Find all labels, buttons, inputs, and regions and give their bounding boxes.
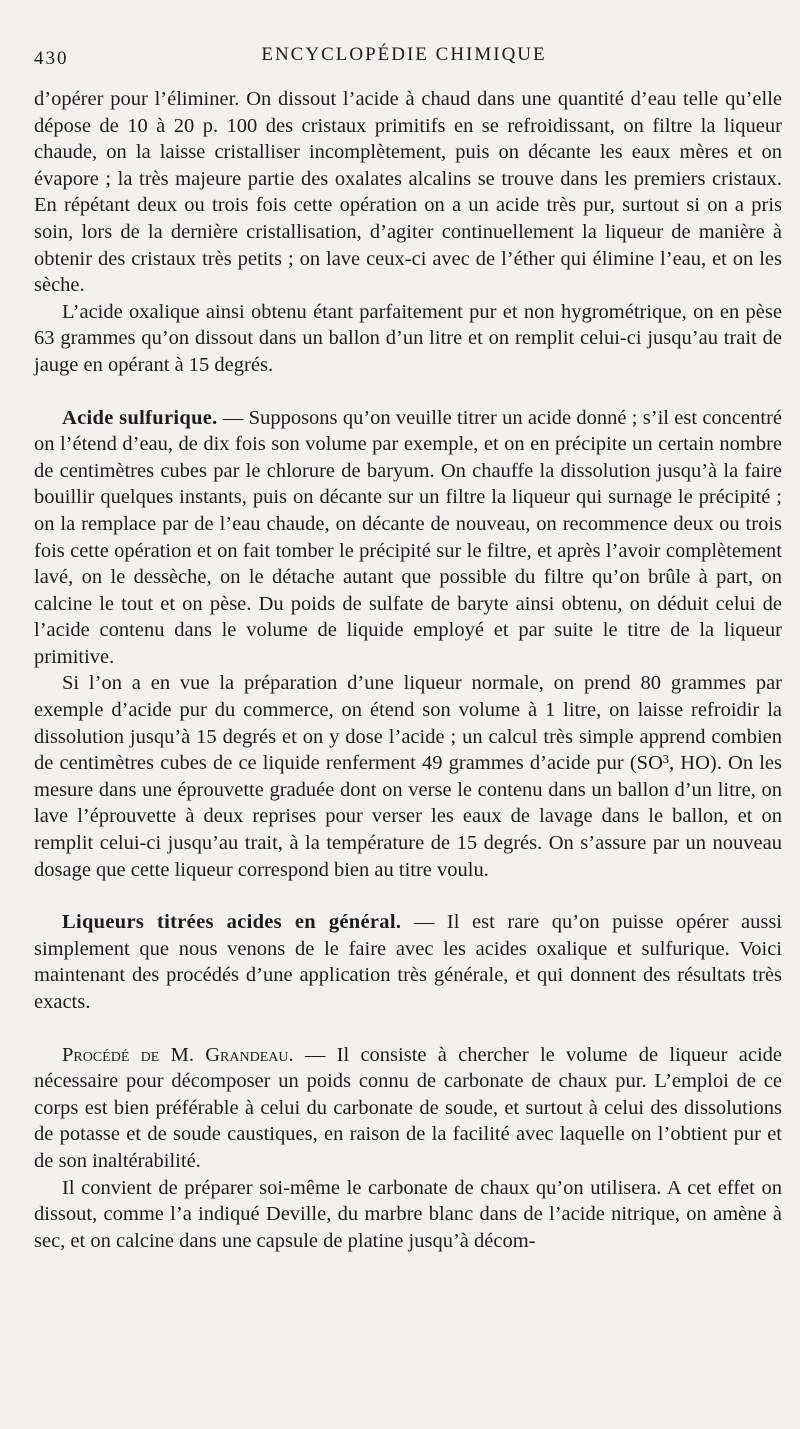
page-header [34, 44, 774, 74]
section-sulfuric-acid [34, 405, 782, 671]
section-title: Liqueurs titrées acides en général. [62, 911, 402, 934]
paragraph: Si l’on a en vue la préparation d’une liqueur normale, on prend 80 grammes par exemple d’acide pur du commerce, on étend son volume à 1 litre, on laisse refroidir la dissolution jusqu’à 15 degrés et on y dose l’acide ; un calcul très simple apprend combien de centimètres cubes de ce liquide renferment 49 grammes d’acide pur (SO³, HO). On les mesure dans une éprouvette graduée dont on verse le contenu dans un ballon d’un litre, on lave l’éprouvette à deux reprises pour verser les eaux de lavage dans le ballon, et on remplit celui-ci jusqu’au trait, à la température de 15 degrés. On s’assure par un nouveau dosage que cette liqueur correspond bien au titre voulu. [34, 672, 782, 881]
paragraph: d’opérer pour l’éliminer. On dissout l’acide à chaud dans une quantité d’eau telle qu’elle dépose de 10 à 20 p. 100 des cristaux primitifs en se refroidissant, on filtre la liqueur chaude, on la laisse cristalliser incomplètement, puis on décante les eaux mères et on évapore ; la très majeure partie des oxalates alcalins se trouve dans les premiers cristaux. En répétant deux ou trois fois cette opération on a un acide très pur, surtout si on a pris soin, lors de la dernière cristallisation, d’agiter continuellement la liqueur de manière à obtenir des cristaux très petits ; on lave ceux-ci avec de l’éther qui élimine l’eau, et on les sèche. [34, 88, 782, 297]
section-text: — Il consiste à chercher le volume de liqueur acide nécessaire pour décomposer un poids connu de carbonate de chaux pur. L’emploi de ce corps est bien préférable à celui du carbonate de soude, et surtout à celui des dissolutions de potasse et de soude caustiques, en raison de la facilité avec laquelle on l’obtient pur et de son inaltérabilité. [34, 1043, 782, 1172]
section-titrated-acids [34, 909, 782, 1015]
section-text: — Supposons qu’on veuille titrer un acide donné ; s’il est concentré on l’étend d’eau, de dix fois son volume par exemple, et on en précipite un certain nombre de centimètres cubes par le chlorure de baryum. On chauffe la dissolution jusqu’à la faire bouillir quelques instants, puis on décante sur un filtre la liqueur qui surnage le précipité ; on la remplace par de l’eau chaude, on décante de nouveau, on recommence deux ou trois fois cette opération et on fait tomber le précipité sur le filtre, et après l’avoir complètement lavé, on le dessèche, on le détache autant que possible du filtre qu’on brûle à part, on calcine le tout et on pèse. Du poids de sulfate de baryte ainsi obtenu, on déduit celui de l’acide contenu dans le volume de liquide employé et par suite le titre de la liqueur primitive. [34, 406, 782, 668]
body-text [34, 86, 782, 1254]
running-title: ENCYCLOPÉDIE CHIMIQUE [261, 44, 547, 65]
section-text: — Il est rare qu’on puisse opérer aussi simplement que nous venons de le faire avec les acides oxalique et sulfurique. Voici maintenant des procédés d’une application très générale, et qui donnent des résultats très exacts. [34, 911, 782, 1013]
section-title: Procédé de M. Grandeau. [62, 1043, 294, 1066]
section-grandeau-method [34, 1042, 782, 1175]
paragraph: Il convient de préparer soi-même le carbonate de chaux qu’on utilisera. A cet effet on dissout, comme l’a indiqué Deville, du marbre blanc dans de l’acide nitrique, on amène à sec, et on calcine dans une capsule de platine jusqu’à décom- [34, 1176, 782, 1252]
page-number: 430 [34, 48, 69, 69]
paragraph: L’acide oxalique ainsi obtenu étant parfaitement pur et non hygrométrique, on en pèse 63 grammes qu’on dissout dans un ballon d’un litre et on remplit celui-ci jusqu’au trait de jauge en opérant à 15 degrés. [34, 300, 782, 376]
section-title: Acide sulfurique. [62, 406, 218, 429]
